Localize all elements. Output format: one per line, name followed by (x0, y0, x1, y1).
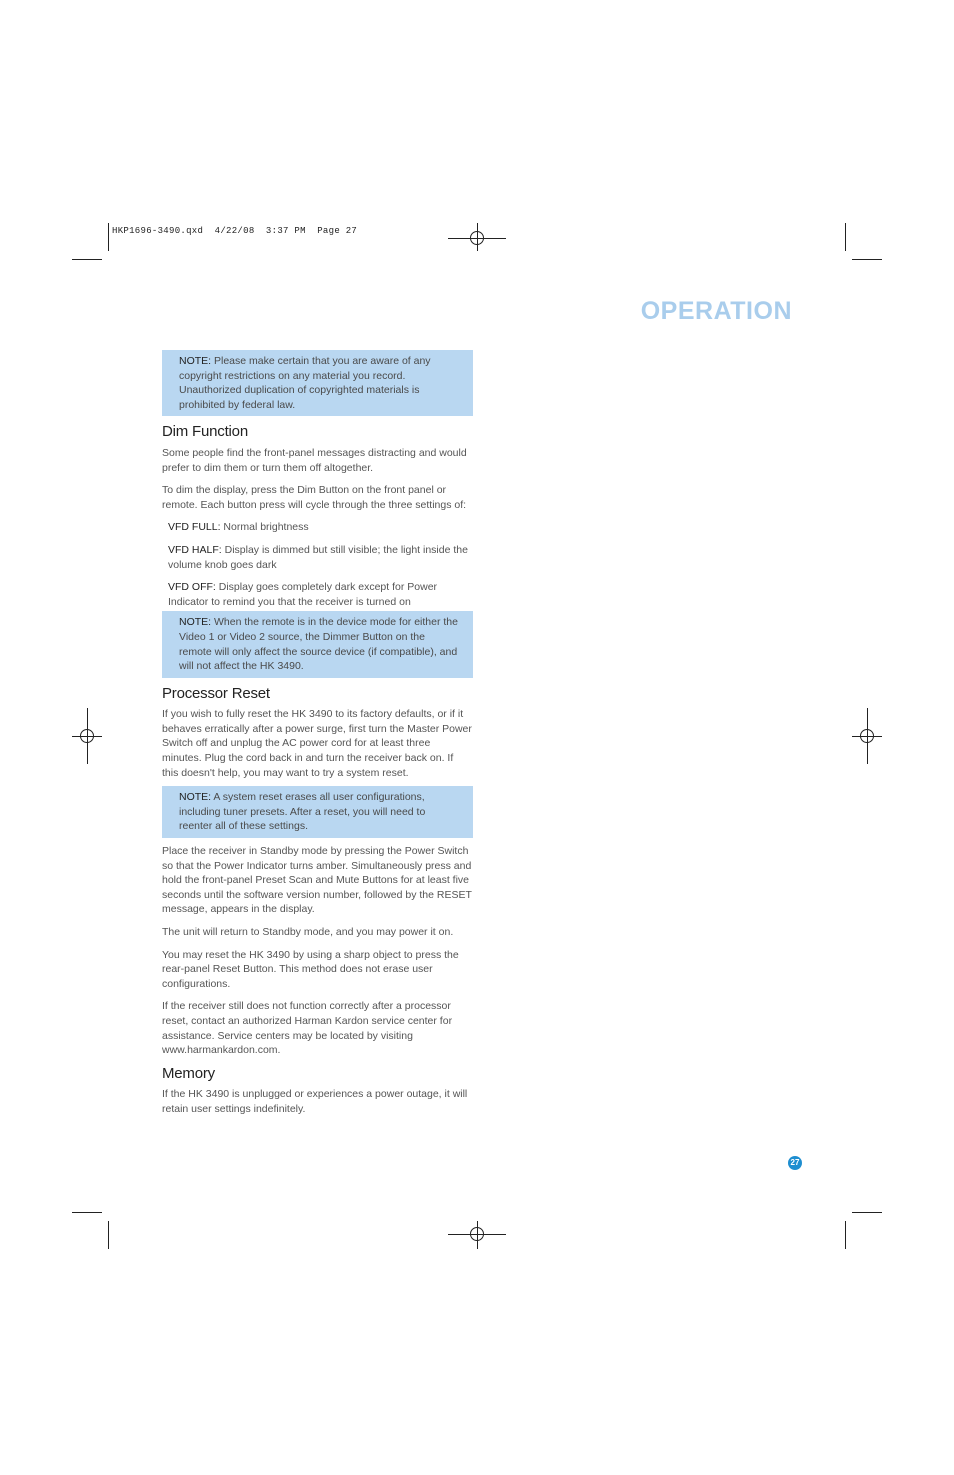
registration-circle (860, 729, 874, 743)
dim-paragraph: Some people find the front-panel messages distracting and would prefer to dim them or turn them off altogether. (162, 446, 467, 474)
setting-text: Normal brightness (220, 521, 309, 534)
crop-mark (72, 259, 102, 260)
reset-paragraph: You may reset the HK 3490 by using a sharp object to press the rear-panel Reset Button. This method does not erase user configurations. (162, 948, 459, 990)
crop-mark (108, 1221, 109, 1249)
crop-mark (852, 1212, 882, 1213)
crop-mark (72, 1212, 102, 1213)
memory-heading: Memory (162, 1064, 215, 1082)
reset-paragraph: The unit will return to Standby mode, and you may power it on. (162, 926, 454, 938)
setting-label: VFD FULL: (168, 521, 221, 534)
note-label: NOTE: (179, 355, 212, 367)
reset-note (162, 786, 473, 838)
crop-mark (845, 223, 846, 251)
setting-label: VFD OFF: (168, 581, 216, 594)
dim-setting-full (162, 520, 472, 535)
registration-circle (80, 729, 94, 743)
dim-paragraph: To dim the display, press the Dim Button on the front panel or remote. Each button press will cycle through the three settings of: (162, 484, 467, 511)
dim-setting-half (162, 543, 472, 572)
note-text: Please make certain that you are aware of any copyright restrictions on any material you record. Unauthorized duplication of copyrighted materials is prohibited by federal law. (179, 355, 431, 411)
crop-mark (845, 1221, 846, 1249)
registration-circle (470, 1227, 484, 1241)
registration-circle (470, 231, 484, 245)
processor-reset-heading: Processor Reset (162, 684, 270, 702)
setting-label: VFD HALF: (168, 543, 222, 556)
dim-function-heading: Dim Function (162, 423, 248, 441)
page-number-badge: 27 (788, 1156, 802, 1170)
setting-text: Display is dimmed but still visible; the light inside the volume knob goes dark (168, 543, 468, 571)
reset-paragraph: Place the receiver in Standby mode by pressing the Power Switch so that the Power Indicator turns amber. Simultaneously press and hold the front-panel Preset Scan and Mute Buttons for at least five seconds until the software version number, followed by the RESET message, appears in the display. (162, 845, 472, 916)
copyright-note (162, 350, 473, 416)
dimmer-note (162, 611, 473, 677)
slug-line: HKP1696-3490.qxd 4/22/08 3:37 PM Page 27 (112, 226, 358, 236)
note-text: When the remote is in the device mode for either the Video 1 or Video 2 source, the Dimmer Button on the remote will only affect the source device (if compatible), and will not affect the HK 3490. (179, 616, 458, 673)
note-text: A system reset erases all user configurations, including tuner presets. After a reset, you will need to reenter all of these settings. (179, 791, 426, 833)
note-label: NOTE: (179, 616, 212, 629)
crop-mark (108, 223, 109, 251)
section-title: OPERATION (640, 297, 792, 325)
crop-mark (852, 259, 882, 260)
content-column (162, 350, 472, 1125)
dim-setting-off (162, 580, 472, 609)
note-label: NOTE: (179, 791, 212, 804)
memory-paragraph: If the HK 3490 is unplugged or experiences a power outage, it will retain user settings indefinitely. (162, 1088, 468, 1115)
reset-paragraph: If you wish to fully reset the HK 3490 to its factory defaults, or if it behaves erratically after a power surge, first turn the Master Power Switch off and unplug the AC power cord for at least three minutes. Plug the cord back in and turn the receiver back on. If this doesn't help, you may want to try a system reset. (162, 708, 472, 779)
setting-text: Display goes completely dark except for Power Indicator to remind you that the receiver is turned on (168, 581, 438, 608)
reset-paragraph: If the receiver still does not function correctly after a processor reset, contact an authorized Harman Kardon service center for assistance. Service centers may be located by visiting www.harmankardon.com. (162, 1000, 453, 1057)
